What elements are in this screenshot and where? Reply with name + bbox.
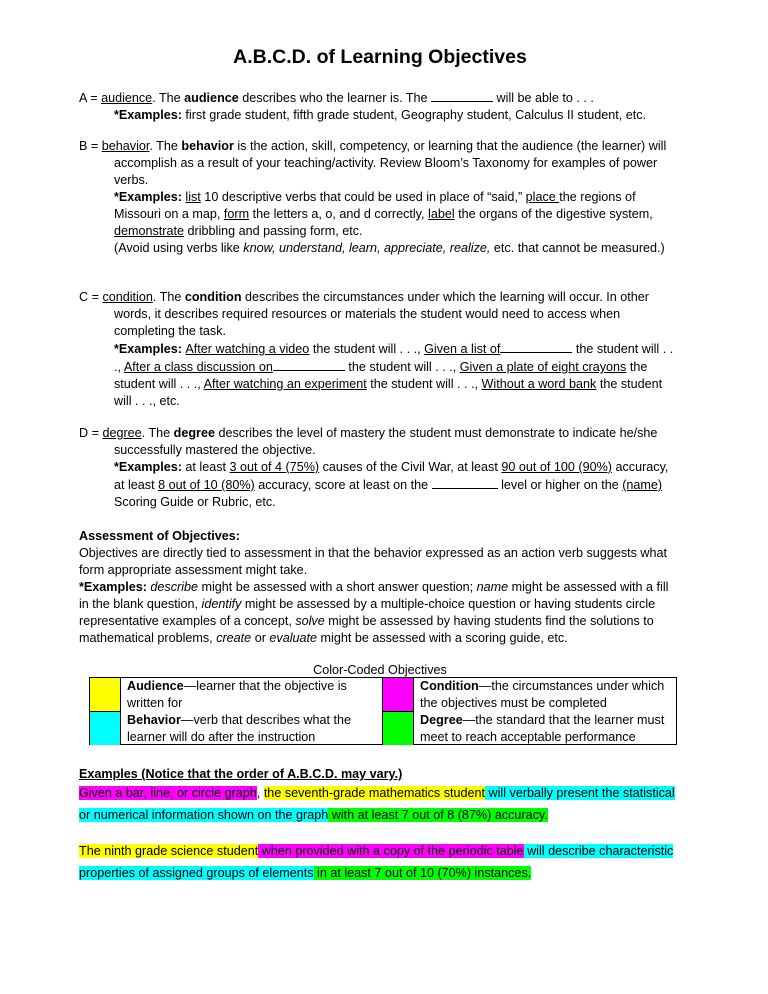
example-2-audience: The ninth grade science student [79, 844, 259, 858]
legend-degree: Degree—the standard that the learner must meet to reach acceptable performance [420, 713, 665, 744]
example-1-condition: Given a bar, line, or circle graph [79, 786, 257, 800]
audience-color-swatch [90, 678, 121, 712]
section-c-condition [79, 289, 681, 410]
fill-blank [431, 89, 493, 102]
behavior-examples: *Examples: list 10 descriptive verbs that could be used in place of “said,” place the regions of Missouri on a map, form the letters a, o, and d correctly, label the organs of the digestive system, demonstrate dribbling and passing form, etc. [114, 190, 653, 238]
assessment-heading: Assessment of Objectives: [79, 529, 240, 543]
example-1-behavior: will verbally present the statistical or numerical information shown on the graph [79, 786, 675, 822]
assessment-text: Objectives are directly tied to assessment in that the behavior expressed as an action verb suggests what form appropriate assessment might take. [79, 546, 668, 577]
example-2 [79, 840, 681, 884]
fill-blank [432, 476, 498, 489]
degree-definition: D = degree. The degree describes the level of mastery the student must demonstrate to indicate he/she successfully mastered the objective. [79, 426, 658, 457]
behavior-avoid-note: (Avoid using verbs like know, understand, learn, appreciate, realize, etc. that cannot be measured.) [114, 241, 665, 255]
example-2-degree: in at least 7 out of 10 (70%) instances. [313, 866, 532, 880]
color-legend-table [89, 677, 677, 745]
example-2-behavior: will describe characteristic properties of assigned groups of elements [79, 844, 674, 880]
assessment-examples: *Examples: describe might be assessed with a short answer question; name might be assessed with a fill in the blank question, identify might be assessed by a multiple-choice question or having students circle representative examples of a concept, solve might be assessed by having students find the solutions to mathematical problems, create or evaluate might be assessed with a scoring guide, etc. [79, 580, 669, 645]
condition-definition: C = condition. The condition describes the circumstances under which the learning will occur. In other words, it describes required resources or materials the student would need to access when completing the task. [79, 290, 649, 338]
assessment-section [79, 528, 681, 647]
audience-definition: A = audience. The audience describes who the learner is. The will be able to . . . [79, 91, 594, 105]
example-1-degree: with at least 7 out of 8 (87%) accuracy. [328, 808, 548, 822]
section-d-degree [79, 425, 681, 511]
fill-blank [273, 358, 345, 371]
example-1-audience: the seventh-grade mathematics student [263, 786, 486, 800]
section-b-behavior [79, 138, 681, 257]
legend-condition: Condition—the circumstances under which the objectives must be completed [420, 679, 665, 710]
behavior-definition: B = behavior. The behavior is the action, skill, competency, or learning that the audience (the learner) will accomplish as a result of your teaching/activity. Review Bloom’s Taxonomy for examples of power verbs. [79, 139, 667, 187]
degree-examples: *Examples: at least 3 out of 4 (75%) causes of the Civil War, at least 90 out of 100 (90%) accuracy, at least 8 out of 10 (80%) accuracy, score at least on the level or higher on the (name) Scoring Guide or Rubric, etc. [114, 460, 669, 509]
condition-examples: *Examples: After watching a video the student will . . ., Given a list of the student will . . ., After a class discussion on the student will . . ., Given a plate of eight crayons the student will . . ., After watching an experiment the student will . . ., Without a word bank the student will . . ., etc. [114, 342, 674, 408]
degree-color-swatch [382, 712, 414, 745]
example-2-condition: when provided with a copy of the periodic table [258, 844, 524, 858]
fill-blank [500, 340, 572, 353]
legend-behavior: Behavior—verb that describes what the learner will do after the instruction [127, 713, 352, 744]
behavior-color-swatch [90, 712, 121, 745]
audience-examples: *Examples: first grade student, fifth grade student, Geography student, Calculus II student, etc. [114, 108, 647, 122]
condition-color-swatch [382, 678, 414, 712]
section-a-audience [79, 89, 681, 124]
legend-audience: Audience—learner that the objective is written for [127, 679, 347, 710]
examples-heading: Examples (Notice that the order of A.B.C.D. may vary.) [79, 767, 403, 781]
document-page [79, 44, 681, 880]
page-title: A.B.C.D. of Learning Objectives [233, 46, 527, 68]
example-1: Given a bar, line, or circle graph, the seventh-grade mathematics student will verbally present the statistical or numerical information shown on the graph with at least 7 out of 8 (87%) accuracy. [79, 786, 675, 822]
legend-title: Color-Coded Objectives [313, 663, 447, 677]
